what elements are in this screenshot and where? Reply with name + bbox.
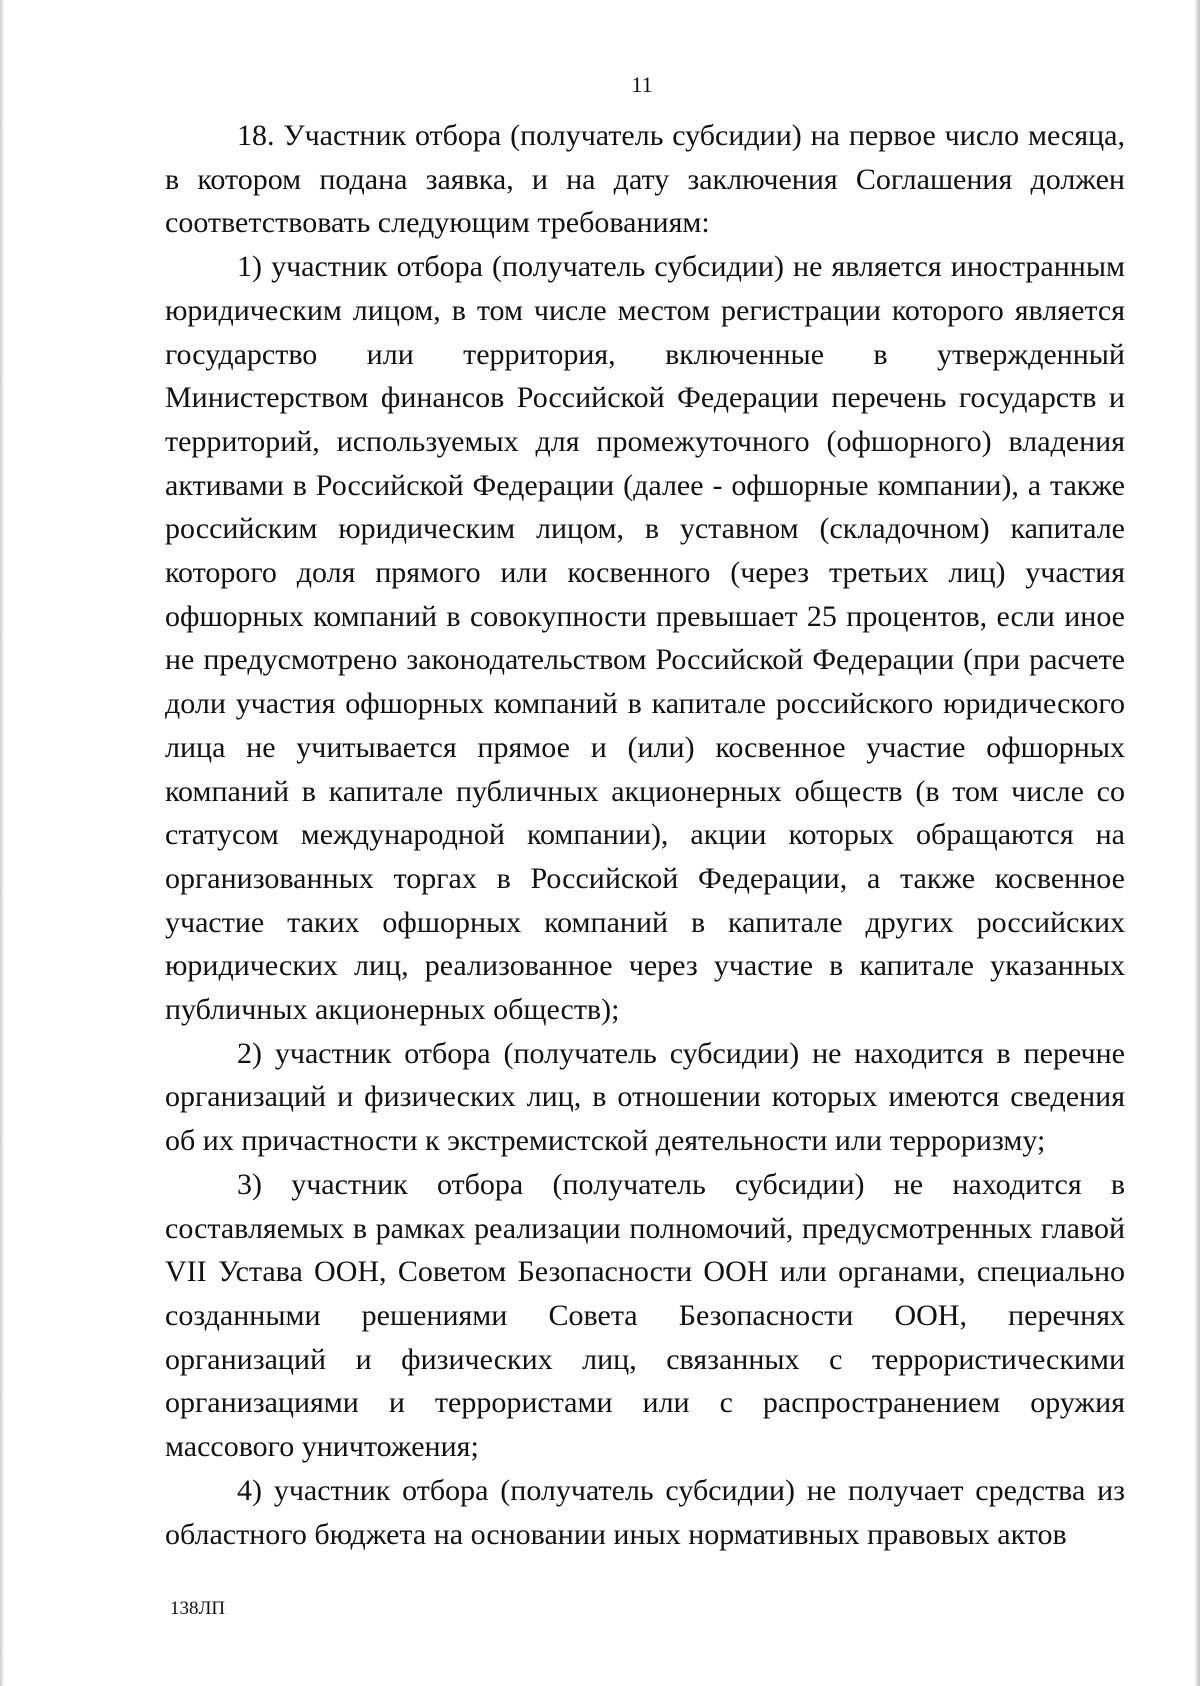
paragraph-item-4: 4) участник отбора (получатель субсидии) не получает средства из областного бюджета на основании иных нормативных правовых актов (165, 1473, 1125, 1551)
footer-document-code: 138ЛП (170, 1598, 226, 1619)
scan-edge-right (1194, 0, 1200, 1686)
paragraph-item-3: 3) участник отбора (получатель субсидии) не находится в составляемых в рамках реализации полномочий, предусмотренных главой VII Устава ООН, Советом Безопасности ООН или органами, специально созданными решениями Совета Безопасности ООН, перечнях организаций и физических лиц, связанных с террористическими организациями и террористами или с распространением оружия массового уничтожения; (165, 1167, 1125, 1464)
scan-edge-left (0, 0, 5, 1686)
paragraph-item-2: 2) участник отбора (получатель субсидии) не находится в перечне организаций и физических лиц, в отношении которых имеются сведения об их причастности к экстремистской деятельности или терроризму; (165, 1036, 1125, 1158)
document-body (165, 114, 1125, 1556)
paragraph-18: 18. Участник отбора (получатель субсидии) на первое число месяца, в котором подана заявка, и на дату заключения Соглашения должен соответствовать следующим требованиям: (165, 119, 1125, 240)
paragraph-item-1: 1) участник отбора (получатель субсидии) не является иностранным юридическим лицом, в том числе местом регистрации которого является государство или территория, включенные в утвержденный Министерством финансов Российской Федерации перечень государств и территорий, используемых для промежуточного (офшорного) владения активами в Российской Федерации (далее - офшорные компании), а также российским юридическим лицом, в уставном (складочном) капитале которого доля прямого или косвенного (через третьих лиц) участия офшорных компаний в совокупности превышает 25 процентов, если иное не предусмотрено законодательством Российской Федерации (при расчете доли участия офшорных компаний в капитале российского юридического лица не учитывается прямое и (или) косвенное участие офшорных компаний в капитале публичных акционерных обществ (в том числе со статусом международной компании), акции которых обращаются на организованных торгах в Российской Федерации, а также косвенное участие таких офшорных компаний в капитале других российских юридических лиц, реализованное через участие в капитале указанных публичных акционерных обществ); (165, 250, 1125, 1027)
page-number: 11 (631, 72, 653, 97)
